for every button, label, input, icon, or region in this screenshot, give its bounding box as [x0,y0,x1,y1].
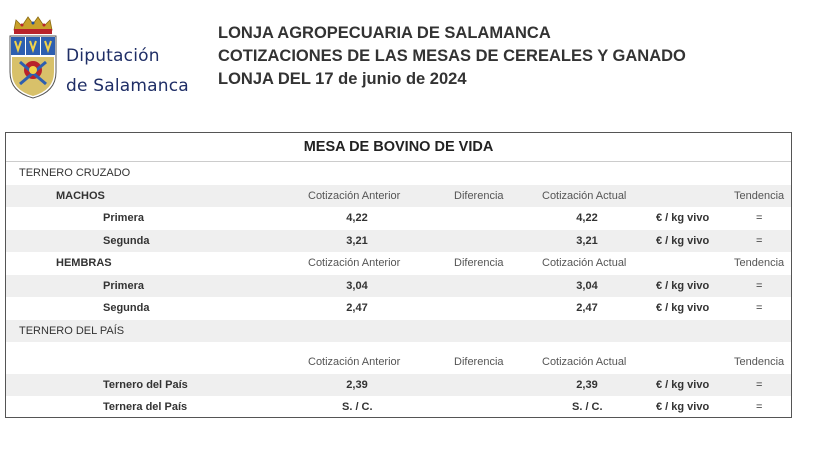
value-anterior: 2,39 [346,378,368,391]
section-header [6,320,791,343]
section-header [6,162,791,185]
value-actual: 3,04 [576,279,598,292]
value-tendencia: = [756,234,763,247]
table-row [6,396,791,419]
row-label: Primera [103,279,144,292]
document-header [218,22,686,91]
table-row [6,207,791,230]
row-label: Ternera del País [103,401,188,413]
col-header-actual: Cotización Actual [542,356,627,368]
col-header-anterior: Cotización Anterior [308,257,401,269]
col-header-tendencia: Tendencia [734,189,785,202]
header-line2: COTIZACIONES DE LAS MESAS DE CEREALES Y GANADO [218,47,686,65]
diputacion-logo [6,12,196,100]
table-row [6,275,791,298]
value-anterior: 2,47 [346,302,368,314]
value-unit: € / kg vivo [656,279,710,292]
group-header-row [6,351,791,374]
value-anterior: 3,04 [346,279,368,292]
value-anterior: S. / C. [342,401,373,413]
value-unit: € / kg vivo [656,234,710,247]
group-header-row [6,185,791,208]
value-tendencia: = [756,302,763,314]
coat-of-arms-icon [6,12,60,100]
value-actual: 3,21 [576,234,598,247]
value-actual: 2,47 [576,302,598,314]
col-header-tendencia: Tendencia [734,257,785,269]
table-row [6,297,791,320]
value-tendencia: = [756,212,763,224]
col-header-diferencia: Diferencia [454,356,504,368]
col-header-actual: Cotización Actual [542,257,627,269]
table-title: MESA DE BOVINO DE VIDA [6,133,791,162]
table-row [6,230,791,253]
section-spacer [6,342,791,351]
group-header-row [6,252,791,275]
col-header-anterior: Cotización Anterior [308,356,401,368]
value-tendencia: = [756,279,763,292]
section-title: TERNERO CRUZADO [19,167,131,179]
row-label: Segunda [103,302,150,314]
group-title: HEMBRAS [56,257,112,269]
header-line1: LONJA AGROPECUARIA DE SALAMANCA [218,24,551,42]
col-header-diferencia: Diferencia [454,257,504,269]
value-unit: € / kg vivo [656,302,710,314]
row-label: Ternero del País [103,378,188,391]
group-title: MACHOS [56,189,105,202]
value-actual: S. / C. [572,401,603,413]
value-tendencia: = [756,378,763,391]
col-header-anterior: Cotización Anterior [308,189,401,202]
row-label: Segunda [103,234,150,247]
value-anterior: 4,22 [346,212,368,224]
header-line3: LONJA DEL 17 de junio de 2024 [218,70,467,88]
value-unit: € / kg vivo [656,401,710,413]
col-header-tendencia: Tendencia [734,356,785,368]
section-title: TERNERO DEL PAÍS [19,324,125,337]
value-unit: € / kg vivo [656,378,710,391]
value-tendencia: = [756,401,763,413]
org-name-line2: de Salamanca [66,76,189,96]
price-table [5,132,792,418]
value-anterior: 3,21 [346,234,368,247]
org-name-line1: Diputación [66,46,160,66]
value-unit: € / kg vivo [656,212,710,224]
table-row [6,374,791,397]
col-header-diferencia: Diferencia [454,189,504,202]
row-label: Primera [103,212,144,224]
col-header-actual: Cotización Actual [542,189,627,202]
value-actual: 2,39 [576,378,598,391]
value-actual: 4,22 [576,212,598,224]
